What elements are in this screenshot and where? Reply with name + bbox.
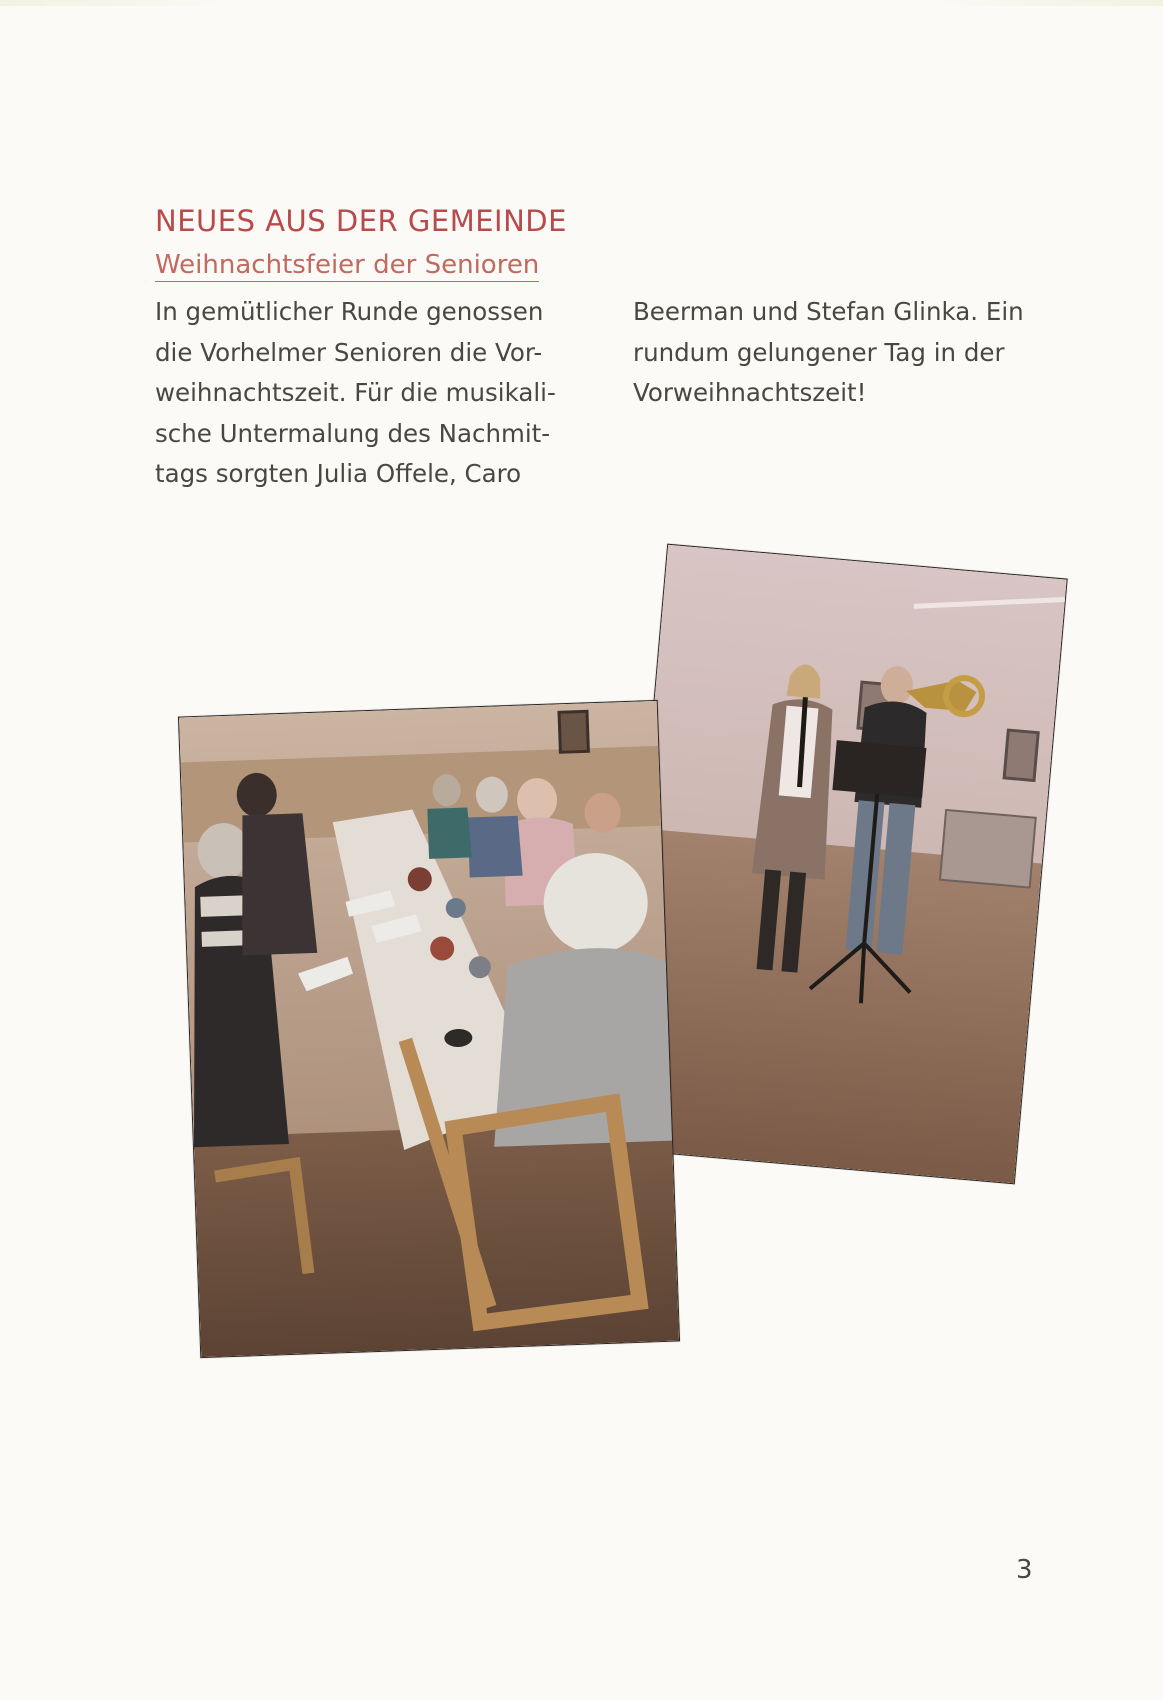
page-top-edge — [0, 0, 1163, 6]
seniors-at-table-photo — [178, 700, 680, 1358]
body-line: sche Untermalung des Nachmit- — [155, 418, 551, 448]
body-line: rundum gelungener Tag in der — [633, 337, 1005, 367]
body-line: weihnachtszeit. Für die musikali- — [155, 378, 556, 407]
body-line: tags sorgten Julia Offele, Caro — [155, 459, 522, 488]
seniors-at-table-photo-image — [179, 701, 679, 1357]
musicians-photo — [614, 544, 1067, 1185]
body-line: In gemütlicher Runde genossen — [155, 297, 544, 326]
body-line: die Vorhelmer Senioren die Vor- — [155, 337, 543, 367]
section-heading: NEUES AUS DER GEMEINDE — [155, 204, 567, 238]
article-body-left-column — [155, 292, 575, 495]
body-line: Beerman und Stefan Glinka. Ein — [633, 297, 1024, 326]
body-line: Vorweihnachtszeit! — [633, 378, 867, 407]
article-body-right-column — [633, 292, 1053, 414]
musicians-photo-image — [615, 545, 1066, 1184]
page-number: 3 — [1016, 1555, 1033, 1585]
article-title: Weihnachtsfeier der Senioren — [155, 250, 540, 280]
